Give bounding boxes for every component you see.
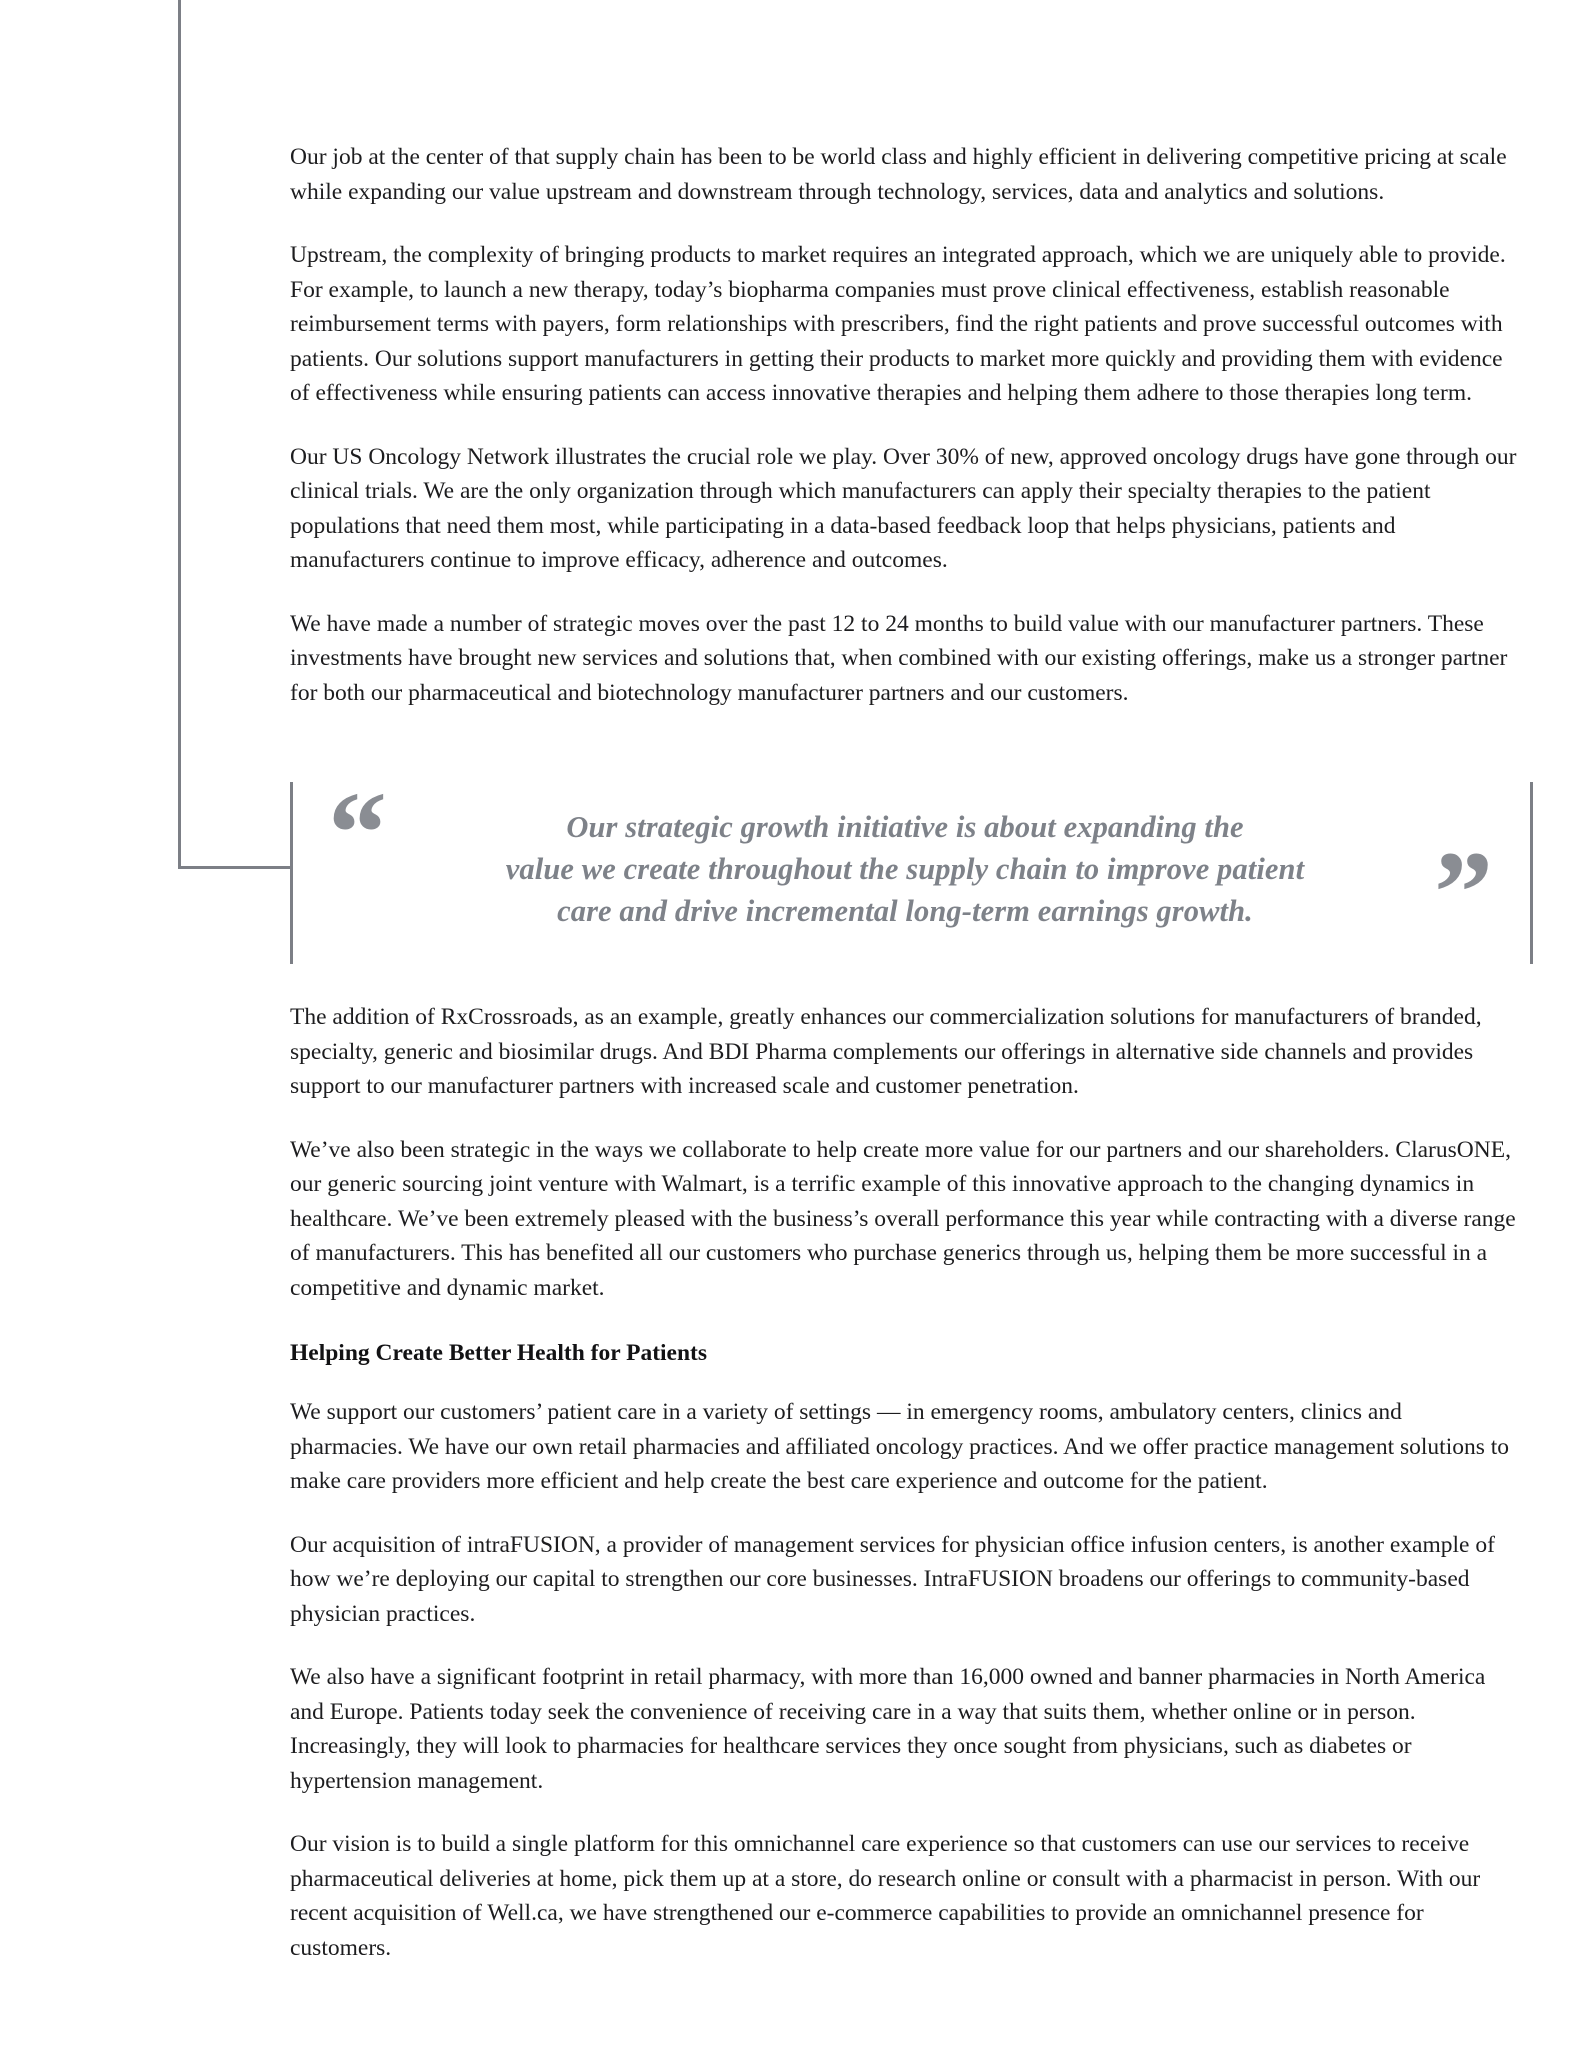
paragraph: We support our customers’ patient care in a variety of settings — in emergency rooms, ambulatory centers, clinics and pharmacies. We have our own retail pharmacies and affiliated oncology practices. And we offer practice management solutions to make care providers more efficient and help create the best care experience and outcome for the patient. bbox=[290, 1399, 1510, 1494]
pull-quote-text bbox=[400, 806, 1410, 932]
paragraph: We have made a number of strategic moves over the past 12 to 24 months to build value with our manufacturer partners. These investments have brought new services and solutions that, when combined with our existing offerings, make us a stronger partner for both our pharmaceutical and biotechnology manufacturer partners and our customers. bbox=[290, 610, 1508, 706]
intro-paragraph-block bbox=[290, 140, 1518, 710]
open-quote-icon: “ bbox=[328, 767, 387, 898]
close-quote-icon: ” bbox=[1434, 827, 1493, 958]
pull-quote-line: Our strategic growth initiative is about expanding the bbox=[566, 810, 1244, 844]
page-content-column bbox=[290, 0, 1518, 2063]
paragraph: Our US Oncology Network illustrates the crucial role we play. Over 30% of new, approved oncology drugs have gone through our clinical trials. We are the only organization through which manufacturers can apply their specialty therapies to the patient populations that need them most, while participating in a data-based feedback loop that helps physicians, patients and manufacturers continue to improve efficacy, adherence and outcomes. bbox=[290, 443, 1517, 573]
paragraph: Upstream, the complexity of bringing products to market requires an integrated approach, which we are uniquely able to provide. For example, to launch a new therapy, today’s biopharma companies must prove clinical effectiveness, establish reasonable reimbursement terms with payers, form relationships with prescribers, find the right patients and prove successful outcomes with patients. Our solutions support manufacturers in getting their products to market more quickly and providing them with evidence of effectiveness while ensuring patients can access innovative therapies and helping them adhere to those therapies long term. bbox=[290, 242, 1506, 406]
pull-quote-left-rule bbox=[290, 782, 293, 964]
paragraph: We’ve also been strategic in the ways we collaborate to help create more value for our partners and our shareholders. ClarusONE, our generic sourcing joint venture with Walmart, is a terrific example of this innovative approach to the changing dynamics in healthcare. We’ve been extremely pleased with the business’s overall performance this year while contracting with a diverse range of manufacturers. This has benefited all our customers who purchase generics through us, helping them be more successful in a competitive and dynamic market. bbox=[290, 1136, 1516, 1301]
paragraph: The addition of RxCrossroads, as an example, greatly enhances our commercialization solutions for manufacturers of branded, specialty, generic and biosimilar drugs. And BDI Pharma complements our offerings in alternative side channels and provides support to our manufacturer partners with increased scale and customer penetration. bbox=[290, 1004, 1482, 1099]
paragraph: Our vision is to build a single platform for this omnichannel care experience so that customers can use our services to receive pharmaceutical deliveries at home, pick them up at a store, do research online or consult with a pharmacist in person. With our recent acquisition of Well.ca, we have strengthened our e-commerce capabilities to provide an omnichannel presence for customers. bbox=[290, 1831, 1481, 1961]
pull-quote-right-rule bbox=[1530, 782, 1533, 964]
paragraph: We also have a significant footprint in retail pharmacy, with more than 16,000 owned and banner pharmacies in North America and Europe. Patients today seek the convenience of receiving care in a way that suits them, whether online or in person. Increasingly, they will look to pharmacies for healthcare services they once sought from physicians, such as diabetes or hypertension management. bbox=[290, 1664, 1486, 1794]
patients-section bbox=[290, 1337, 1518, 1965]
paragraph: Our acquisition of intraFUSION, a provider of management services for physician office infusion centers, is another example of how we’re deploying our capital to strengthen our core businesses. IntraFUSION broadens our offerings to community-based physician practices. bbox=[290, 1531, 1495, 1627]
pull-quote-line: care and drive incremental long-term earnings growth. bbox=[557, 894, 1253, 928]
decorative-horizontal-rule bbox=[178, 866, 292, 869]
pull-quote-line: value we create throughout the supply chain to improve patient bbox=[505, 852, 1305, 886]
paragraph: Our job at the center of that supply chain has been to be world class and highly efficient in delivering competitive pricing at scale while expanding our value upstream and downstream through technology, services, data and analytics and solutions. bbox=[290, 144, 1507, 205]
decorative-vertical-rule-outer bbox=[178, 0, 181, 869]
section-heading: Helping Create Better Health for Patients bbox=[290, 1340, 708, 1366]
post-quote-paragraph-block bbox=[290, 1000, 1518, 1305]
pull-quote bbox=[290, 767, 1533, 964]
